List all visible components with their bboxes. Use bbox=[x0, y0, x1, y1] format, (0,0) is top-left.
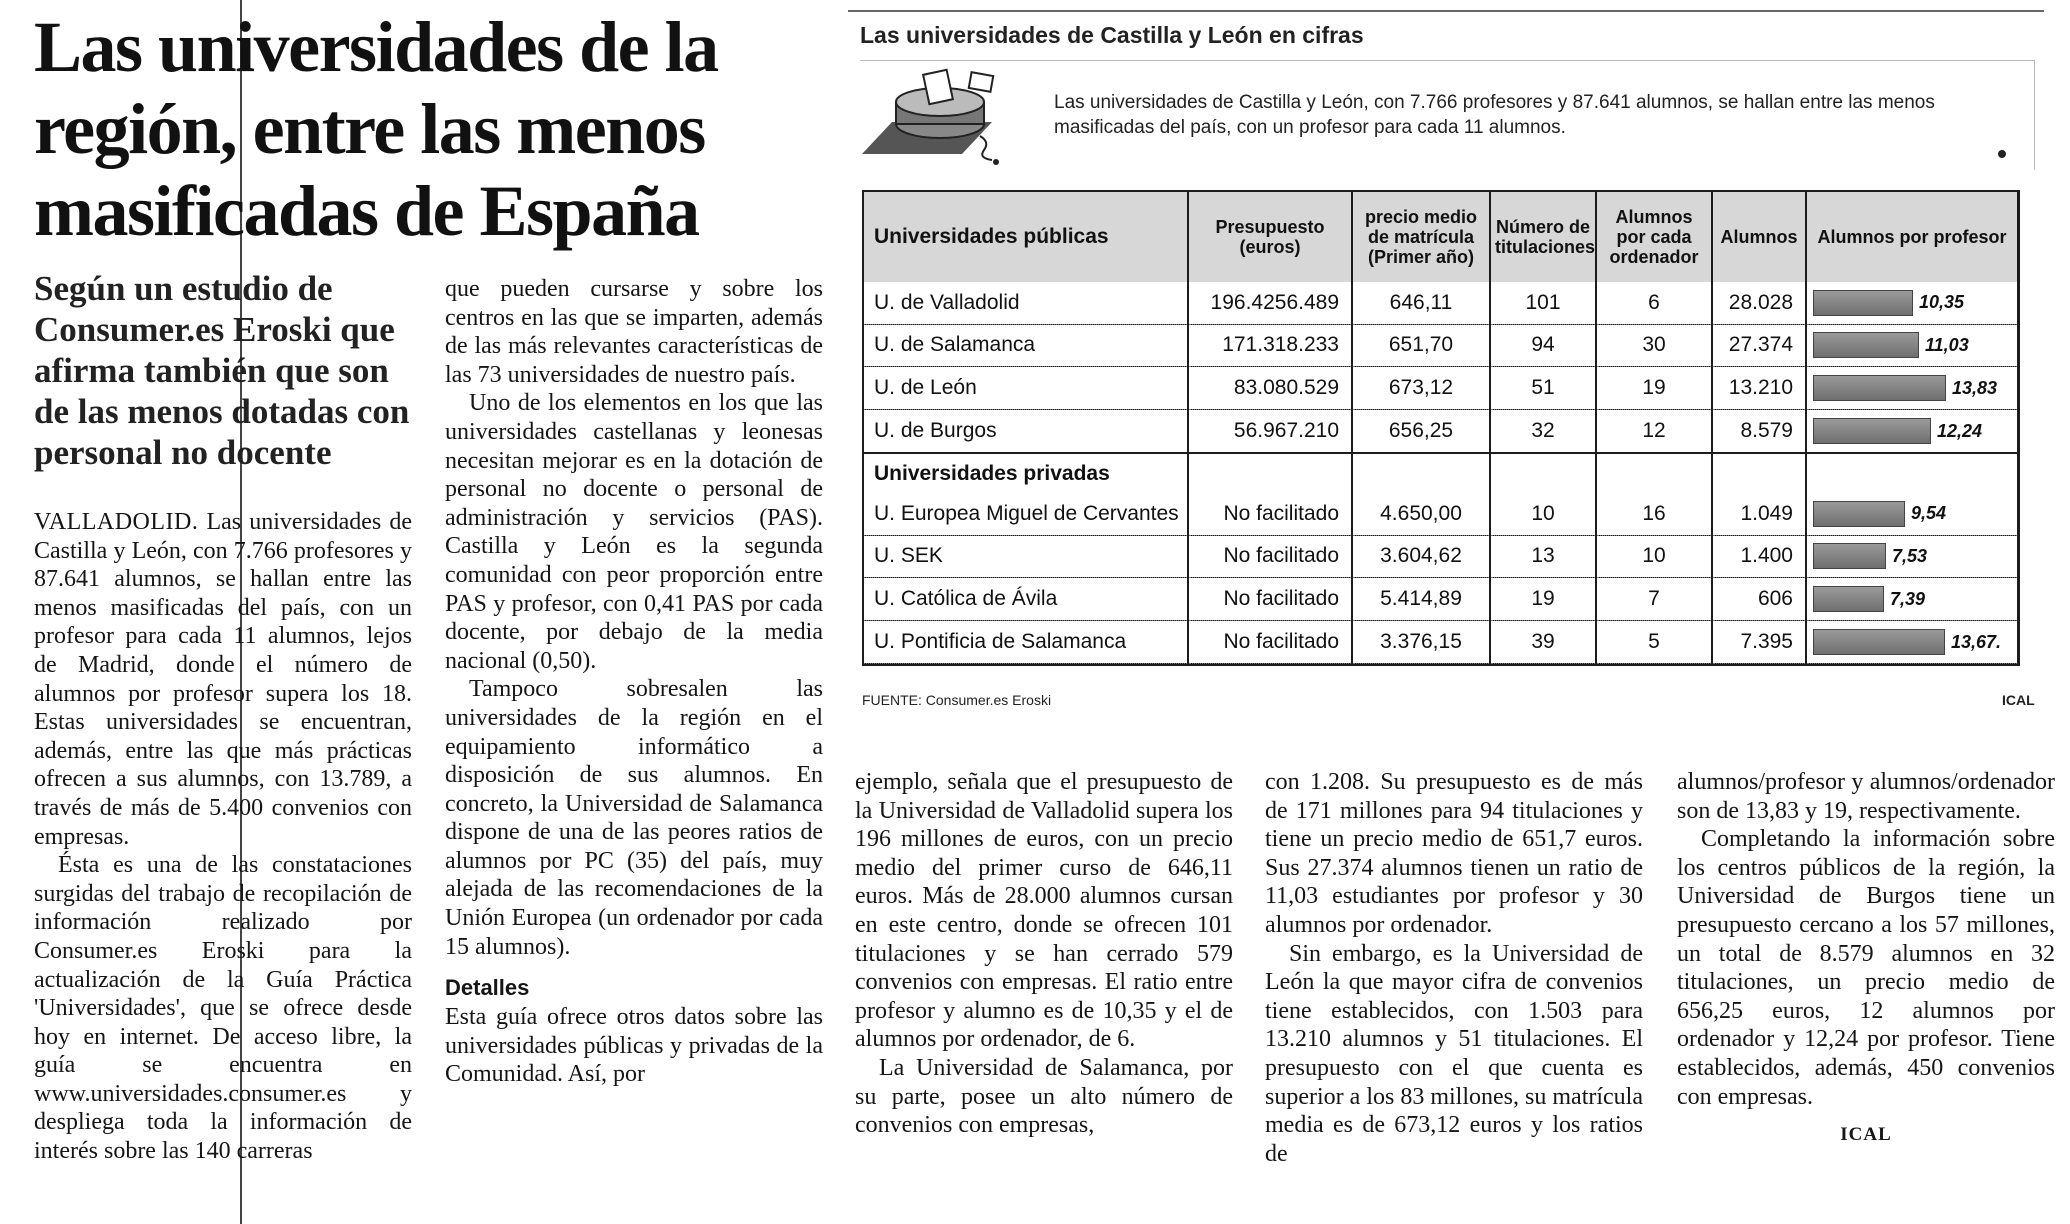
signature: ICAL bbox=[1840, 1124, 1892, 1146]
ratio-bar bbox=[1813, 586, 1884, 612]
university-name: U. de Valladolid bbox=[864, 282, 1188, 324]
paragraph: ejemplo, señala que el presupuesto de la Universidad de Valladolid supera los 196 millones de euros, con un precio medio del primer curso de 646,11 euros. Más de 28.000 alumnos cursan en este centro, donde se ofrecen 101 titulaciones y se han cerrado 579 convenios con empresas. El ratio entre profesor y alumno es de 10,35 y el de alumnos por ordenador, de 6. bbox=[855, 769, 1233, 1053]
private-rows bbox=[864, 493, 2018, 664]
ratio-value: 13,67. bbox=[1951, 631, 2002, 652]
ratio-bar bbox=[1813, 501, 1905, 527]
table-row bbox=[864, 367, 2018, 410]
ratio-value: 7,39 bbox=[1890, 588, 1926, 609]
university-name: U. Católica de Ávila bbox=[864, 578, 1188, 621]
infographic-intro: Las universidades de Castilla y León, con 7.766 profesores y 87.641 alumnos, se hallan entre las menos masificadas del país, con un profesor para cada 11 alumnos. bbox=[1054, 92, 1935, 138]
paragraph: con 1.208. Su presupuesto es de más de 171 millones para 94 titulaciones y tiene un precio medio de 651,7 euros. Sus 27.374 alumnos tienen un ratio de 11,03 estudiantes por profesor y 30 alumnos por ordenador. bbox=[1265, 769, 1643, 938]
header-titulaciones: Número de titulaciones bbox=[1490, 192, 1596, 282]
cell-alumnos-ordenador: 12 bbox=[1596, 410, 1712, 454]
infographic-top-rule bbox=[848, 10, 2044, 12]
cell-titulaciones: 13 bbox=[1490, 535, 1596, 578]
article-column-2 bbox=[445, 275, 823, 1089]
cell-alumnos: 27.374 bbox=[1712, 324, 1806, 367]
paragraph: alumnos/profesor y alumnos/ordenador son de 13,83 y 19, respectivamente. bbox=[1677, 769, 2055, 824]
paragraph: La Universidad de Salamanca, por su parte, posee un alto número de convenios con empresas, bbox=[855, 1054, 1233, 1139]
cell-alumnos-ordenador: 10 bbox=[1596, 535, 1712, 578]
header-presupuesto: Presupuesto (euros) bbox=[1188, 192, 1352, 282]
table-row bbox=[864, 621, 2018, 664]
cell-precio: 673,12 bbox=[1352, 367, 1490, 410]
table-row bbox=[864, 535, 2018, 578]
section-heading: Detalles bbox=[445, 975, 530, 1001]
headline: Las universidades de la región, entre las menos masificadas de España bbox=[34, 7, 718, 251]
cell-presupuesto: 171.318.233 bbox=[1188, 324, 1352, 367]
cell-presupuesto: No facilitado bbox=[1188, 535, 1352, 578]
cell-presupuesto: No facilitado bbox=[1188, 621, 1352, 664]
article-column-3 bbox=[855, 768, 1233, 1140]
table-row bbox=[864, 410, 2018, 454]
ratio-bar bbox=[1813, 418, 1931, 444]
ballot-box-icon bbox=[862, 62, 1022, 170]
private-section bbox=[864, 453, 2018, 493]
ratio-bar bbox=[1813, 543, 1886, 569]
paragraph: Uno de los elementos en los que las universidades castellanas y leonesas necesitan mejorar es en la dotación de personal no docente o personal de administración y servicios (PAS). Castilla y León es la segunda comunidad con peor proporción entre PAS y profesor, con 0,41 PAS por cada docente, por debajo de la media nacional (0,50). bbox=[445, 390, 823, 674]
university-name: U. de Salamanca bbox=[864, 324, 1188, 367]
cell-precio: 4.650,00 bbox=[1352, 493, 1490, 535]
cell-alumnos-profesor bbox=[1806, 410, 2018, 454]
dateline: VALLADOLID. bbox=[34, 509, 199, 535]
ratio-value: 12,24 bbox=[1937, 420, 1983, 441]
cell-alumnos-profesor bbox=[1806, 621, 2018, 664]
article-column-1 bbox=[34, 508, 412, 1166]
cell-precio: 3.604,62 bbox=[1352, 535, 1490, 578]
header-alumnos-ordenador: Alumnos por cada ordenador bbox=[1596, 192, 1712, 282]
infographic-credit: ICAL bbox=[2002, 692, 2035, 708]
universities-table bbox=[864, 192, 2019, 664]
table-header-row bbox=[864, 192, 2018, 282]
cell-alumnos-ordenador: 7 bbox=[1596, 578, 1712, 621]
paragraph: que pueden cursarse y sobre los centros en las que se imparten, además de las más relevantes características de las 73 universidades de nuestro país. bbox=[445, 276, 823, 388]
paragraph: VALLADOLID. Las universidades de Castilla y León, con 7.766 profesores y 87.641 alumnos, se hallan entre las menos masificadas del país, con un profesor para cada 11 alumnos, lejos de Madrid, donde el número de alumnos por profesor supera los 18. Estas universidades se encuentran, además, entre las que más prácticas ofrecen a sus alumnos, con 13.789, a través de más de 5.400 convenios con empresas. bbox=[34, 509, 412, 850]
decorative-dot bbox=[1998, 150, 2006, 158]
cell-alumnos-profesor bbox=[1806, 367, 2018, 410]
cell-alumnos: 1.400 bbox=[1712, 535, 1806, 578]
public-rows bbox=[864, 282, 2018, 453]
cell-alumnos-profesor bbox=[1806, 493, 2018, 535]
table-row bbox=[864, 578, 2018, 621]
cell-titulaciones: 51 bbox=[1490, 367, 1596, 410]
cell-alumnos: 28.028 bbox=[1712, 282, 1806, 324]
subhead: Según un estudio de Consumer.es Eroski que afirma también que son de las menos dotadas con personal no docente bbox=[34, 269, 410, 472]
cell-alumnos-ordenador: 30 bbox=[1596, 324, 1712, 367]
cell-alumnos: 7.395 bbox=[1712, 621, 1806, 664]
cell-precio: 5.414,89 bbox=[1352, 578, 1490, 621]
ratio-value: 11,03 bbox=[1925, 334, 1969, 355]
table-row bbox=[864, 282, 2018, 324]
cell-titulaciones: 94 bbox=[1490, 324, 1596, 367]
cell-precio: 651,70 bbox=[1352, 324, 1490, 367]
cell-alumnos-ordenador: 6 bbox=[1596, 282, 1712, 324]
cell-precio: 646,11 bbox=[1352, 282, 1490, 324]
article-column-5 bbox=[1677, 768, 2055, 1150]
cell-alumnos-profesor bbox=[1806, 324, 2018, 367]
header-universidades-publicas: Universidades públicas bbox=[864, 192, 1188, 282]
cell-titulaciones: 39 bbox=[1490, 621, 1596, 664]
paragraph: Esta guía ofrece otros datos sobre las universidades públicas y privadas de la Comunidad. Así, por bbox=[445, 1004, 823, 1088]
cell-titulaciones: 101 bbox=[1490, 282, 1596, 324]
paragraph: Completando la información sobre los centros públicos de la región, la Universidad de Burgos tiene un presupuesto cercano a los 57 millones, un total de 8.579 alumnos en 32 titulaciones, un precio medio de 656,25 euros, 12 alumnos por ordenador y 12,24 por profesor. Tiene establecidos, además, 450 convenios con empresas. bbox=[1677, 826, 2055, 1110]
paragraph: Ésta es una de las constataciones surgidas del trabajo de recopilación de información realizado por Consumer.es Eroski para la actualización de la Guía Práctica 'Universidades', que se ofrece desde hoy en internet. De acceso libre, la guía se encuentra en www.universidades.consumer.es y despliega toda la información de interés sobre las 140 carreras bbox=[34, 852, 412, 1165]
cell-alumnos-profesor bbox=[1806, 282, 2018, 324]
university-name: U. Pontificia de Salamanca bbox=[864, 621, 1188, 664]
table-row bbox=[864, 324, 2018, 367]
cell-presupuesto: 83.080.529 bbox=[1188, 367, 1352, 410]
cell-alumnos: 1.049 bbox=[1712, 493, 1806, 535]
private-heading: Universidades privadas bbox=[864, 453, 1188, 493]
cell-presupuesto: No facilitado bbox=[1188, 578, 1352, 621]
table-row bbox=[864, 493, 2018, 535]
cell-alumnos-ordenador: 5 bbox=[1596, 621, 1712, 664]
source-note: FUENTE: Consumer.es Eroski bbox=[862, 692, 1052, 708]
ratio-bar bbox=[1813, 375, 1946, 401]
cell-alumnos-profesor bbox=[1806, 578, 2018, 621]
cell-precio: 3.376,15 bbox=[1352, 621, 1490, 664]
header-precio-matricula: precio medio de matrícula (Primer año) bbox=[1352, 192, 1490, 282]
paragraph: Sin embargo, es la Universidad de León la que mayor cifra de convenios tiene establecidos, con 1.503 para 13.210 alumnos y 51 titulaciones. El presupuesto con el que cuenta es superior a los 83 millones, su matrícula media es de 673,12 euros y los ratios de bbox=[1265, 940, 1643, 1167]
university-name: U. SEK bbox=[864, 535, 1188, 578]
ratio-bar bbox=[1813, 290, 1913, 316]
ratio-bar bbox=[1813, 629, 1945, 655]
cell-alumnos: 13.210 bbox=[1712, 367, 1806, 410]
universities-table-frame bbox=[862, 190, 2020, 666]
infographic-title: Las universidades de Castilla y León en cifras bbox=[860, 22, 1364, 48]
cell-titulaciones: 19 bbox=[1490, 578, 1596, 621]
cell-alumnos-profesor bbox=[1806, 535, 2018, 578]
cell-alumnos-ordenador: 16 bbox=[1596, 493, 1712, 535]
ratio-value: 13,83 bbox=[1952, 377, 1998, 398]
section-row bbox=[864, 453, 2018, 493]
cell-presupuesto: No facilitado bbox=[1188, 493, 1352, 535]
university-name: U. de León bbox=[864, 367, 1188, 410]
cell-alumnos: 8.579 bbox=[1712, 410, 1806, 454]
header-alumnos: Alumnos bbox=[1712, 192, 1806, 282]
cell-presupuesto: 56.967.210 bbox=[1188, 410, 1352, 454]
cell-presupuesto: 196.4256.489 bbox=[1188, 282, 1352, 324]
cell-precio: 656,25 bbox=[1352, 410, 1490, 454]
university-name: U. de Burgos bbox=[864, 410, 1188, 454]
article-column-4 bbox=[1265, 768, 1643, 1168]
ratio-value: 10,35 bbox=[1919, 292, 1965, 313]
cell-alumnos: 606 bbox=[1712, 578, 1806, 621]
cell-alumnos-ordenador: 19 bbox=[1596, 367, 1712, 410]
ratio-value: 7,53 bbox=[1892, 545, 1928, 566]
ratio-value: 9,54 bbox=[1911, 503, 1947, 524]
paragraph: Tampoco sobresalen las universidades de la región en el equipamiento informático a disposición de sus alumnos. En concreto, la Universidad de Salamanca dispone de una de las peores ratios de alumnos por PC (35) del país, muy alejada de las recomendaciones de la Unión Europea (un ordenador por cada 15 alumnos). bbox=[445, 676, 823, 960]
header-alumnos-profesor: Alumnos por profesor bbox=[1806, 192, 2018, 282]
cell-titulaciones: 32 bbox=[1490, 410, 1596, 454]
cell-titulaciones: 10 bbox=[1490, 493, 1596, 535]
ratio-bar bbox=[1813, 332, 1919, 358]
university-name: U. Europea Miguel de Cervantes bbox=[864, 493, 1188, 535]
